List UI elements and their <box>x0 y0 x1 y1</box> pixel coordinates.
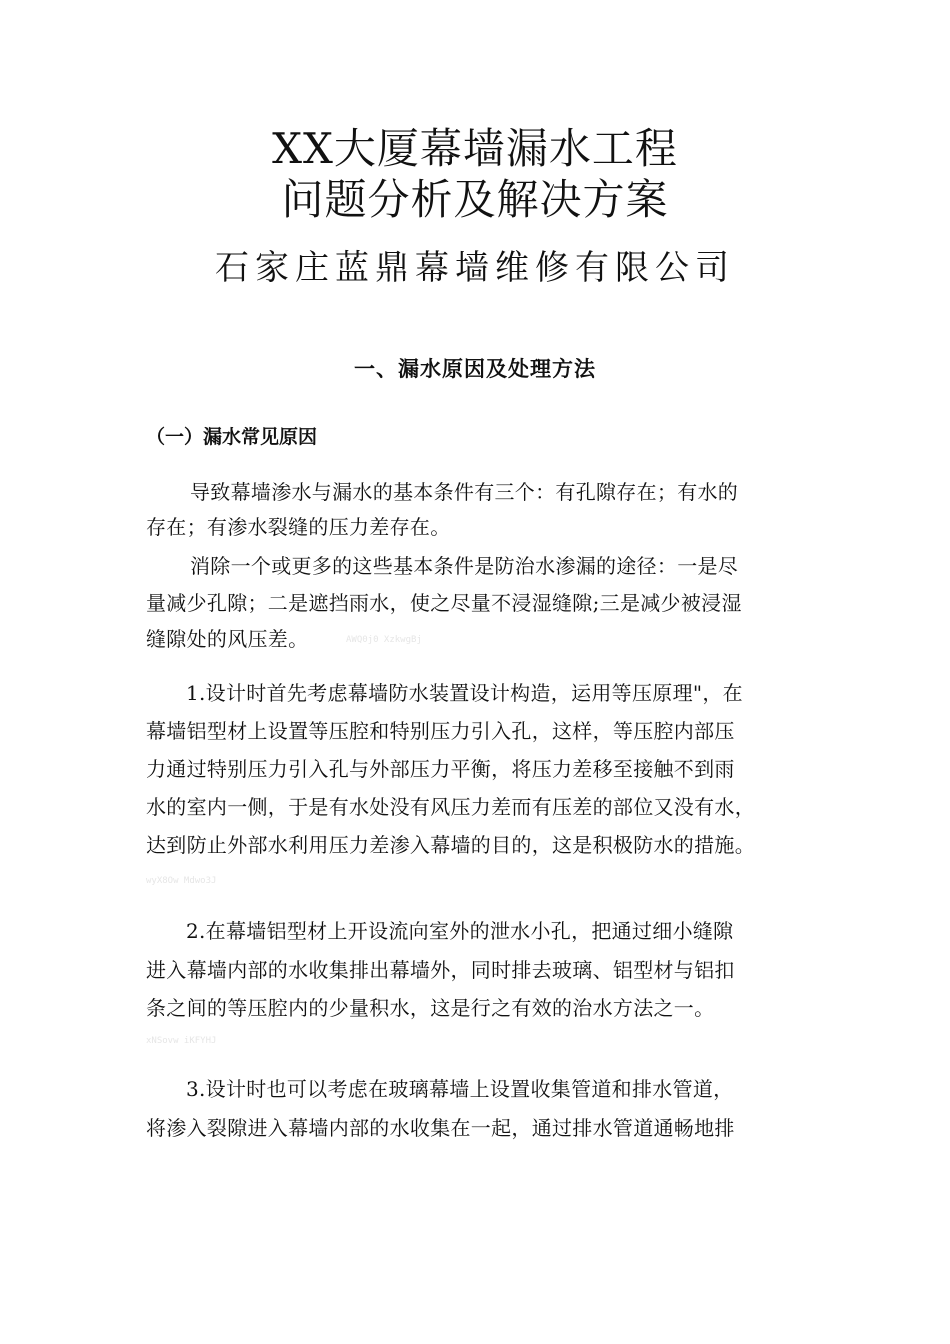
item-1-line-3: 力通过特别压力引入孔与外部压力平衡，将压力差移至接触不到雨 <box>146 757 735 781</box>
document-title-line-1: XX大厦幕墙漏水工程 <box>272 124 678 173</box>
watermark-text-2: wyX8Ow Mdwo3J <box>146 876 217 886</box>
sub-heading: （一）漏水常见原因 <box>146 426 318 448</box>
paragraph-1-line-2: 存在；有渗水裂缝的压力差存在。 <box>146 515 451 539</box>
watermark-text-3: xNSovw iKFYHJ <box>146 1036 217 1046</box>
item-3-line-1: 3.设计时也可以考虑在玻璃幕墙上设置收集管道和排水管道， <box>186 1077 734 1101</box>
item-1-line-2: 幕墙铝型材上设置等压腔和特别压力引入孔，这样，等压腔内部压 <box>146 719 735 743</box>
item-1-line-4: 水的室内一侧，于是有水处没有风压力差而有压差的部位又没有水， <box>146 795 755 819</box>
item-2-line-3: 条之间的等压腔内的少量积水，这是行之有效的治水方法之一。 <box>146 996 715 1020</box>
paragraph-2-line-2: 量减少孔隙；二是遮挡雨水，使之尽量不浸湿缝隙;三是减少被浸湿 <box>146 591 742 615</box>
item-3-line-2: 将渗入裂隙进入幕墙内部的水收集在一起，通过排水管道通畅地排 <box>146 1116 735 1140</box>
document-title-line-2: 问题分析及解决方案 <box>281 175 669 224</box>
item-2-line-2: 进入幕墙内部的水收集排出幕墙外，同时排去玻璃、铝型材与铝扣 <box>146 958 735 982</box>
section-heading: 一、漏水原因及处理方法 <box>354 357 596 381</box>
watermark-text-1: AWQ0j0 XzkwgBj <box>346 635 422 645</box>
item-2-line-1: 2.在幕墙铝型材上开设流向室外的泄水小孔，把通过细小缝隙 <box>186 919 734 943</box>
company-name: 石家庄蓝鼎幕墙维修有限公司 <box>215 248 735 288</box>
paragraph-2-line-3: 缝隙处的风压差。 <box>146 627 309 651</box>
paragraph-2-line-1: 消除一个或更多的这些基本条件是防治水渗漏的途径：一是尽 <box>190 554 739 578</box>
item-1-line-5: 达到防止外部水利用压力差渗入幕墙的目的，这是积极防水的措施。 <box>146 833 755 857</box>
paragraph-1-line-1: 导致幕墙渗水与漏水的基本条件有三个：有孔隙存在；有水的 <box>190 480 739 504</box>
item-1-line-1: 1.设计时首先考虑幕墙防水装置设计构造，运用等压原理"，在 <box>186 681 743 705</box>
